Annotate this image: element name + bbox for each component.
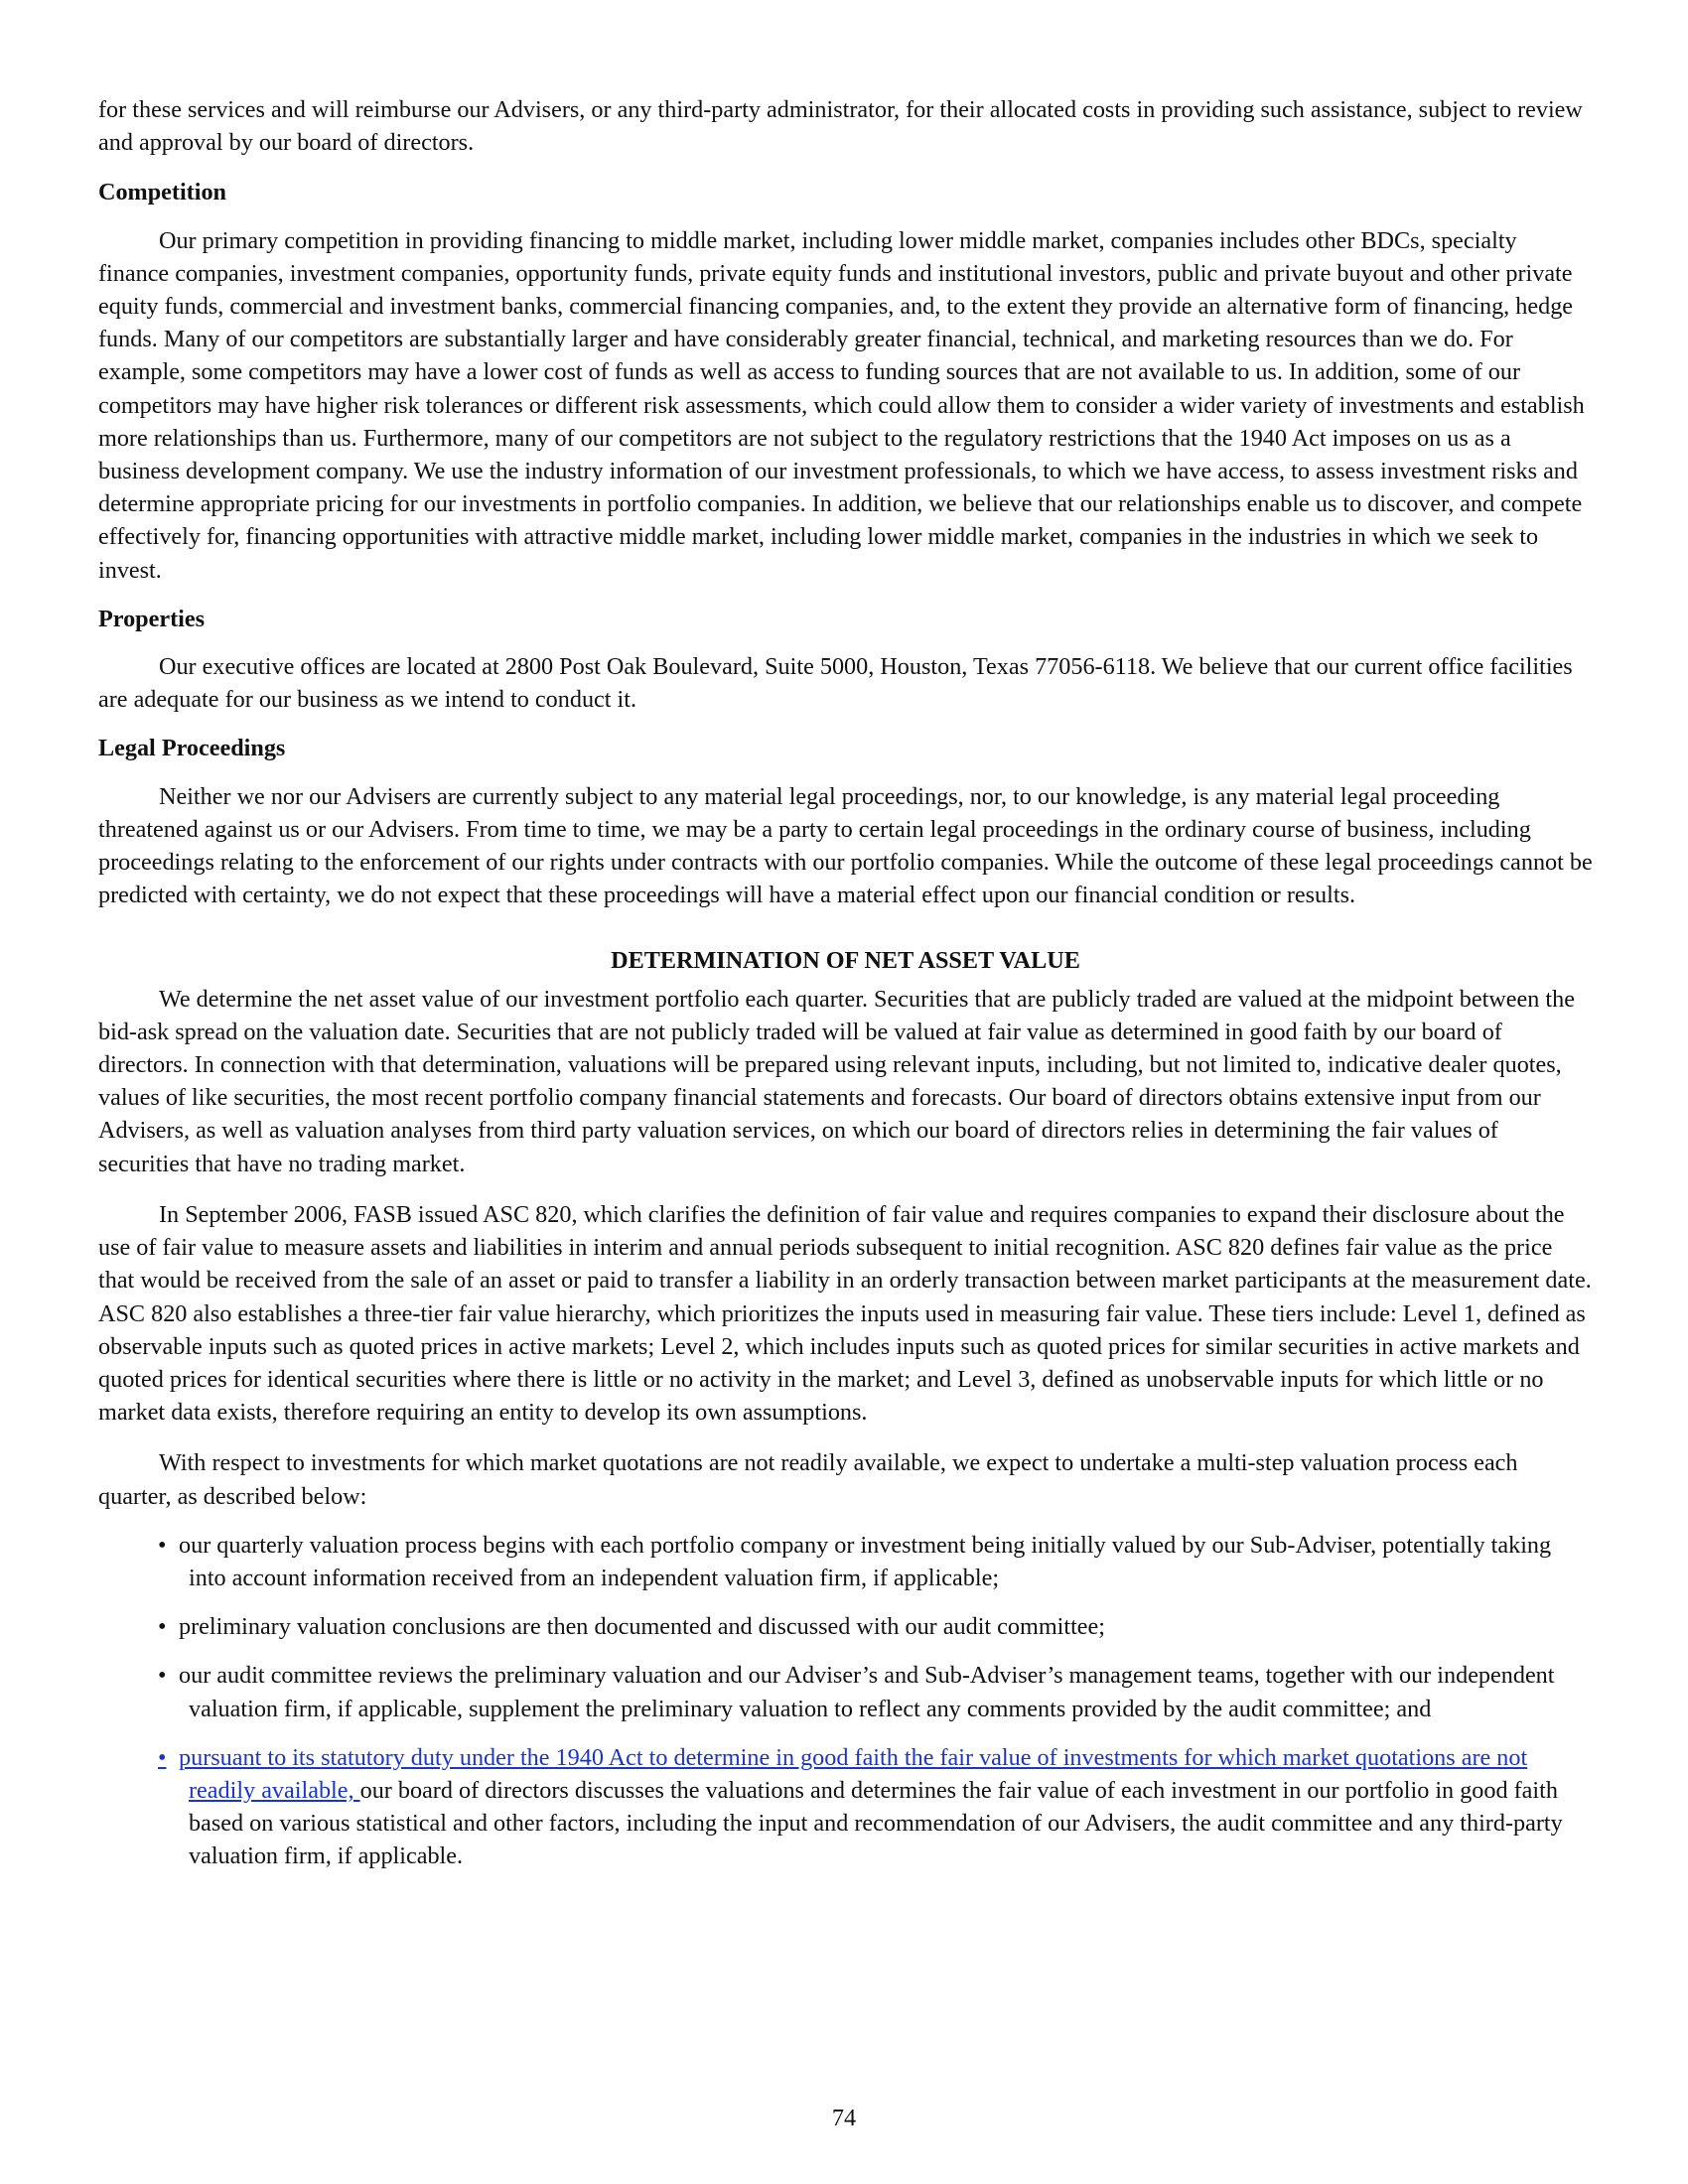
list-item-text: our audit committee reviews the preliminary valuation and our Adviser’s and Sub-Adviser’s management teams, together with our independent valuation firm, if applicable, supplement the preliminary valuation to reflect any comments provided by the audit committee; and [179, 1662, 1555, 1722]
legal-proceedings-paragraph: Neither we nor our Advisers are currently subject to any material legal proceedings, nor, to our knowledge, is any material legal proceeding threatened against us or our Advisers. From time to time, we may be a party to certain legal proceedings in the ordinary course of business, including proceedings relating to the enforcement of our rights under contracts with our portfolio companies. While the outcome of these legal proceedings cannot be predicted with certainty, we do not expect that these proceedings will have a material effect upon our financial condition or results. [98, 782, 1593, 909]
bullet-icon: • [158, 1613, 167, 1641]
page-number: 74 [831, 2105, 857, 2131]
legal-proceedings-heading: Legal Proceedings [98, 735, 286, 762]
valuation-steps-list [98, 1529, 1593, 1873]
list-item [98, 1659, 1593, 1724]
bullet-icon: • [158, 1743, 167, 1771]
net-asset-value-paragraph-3: With respect to investments for which market quotations are not readily available, we expect to undertake a multi-step valuation process each quarter, as described below: [98, 1449, 1518, 1510]
list-item-text: our board of directors discusses the valuations and determines the fair value of each investment in our portfolio in good faith based on various statistical and other factors, including the input and recommendation of our Advisers, the audit committee and any third-party valuation firm, if applicable. [189, 1776, 1563, 1870]
list-item [98, 1529, 1593, 1594]
net-asset-value-title: DETERMINATION OF NET ASSET VALUE [611, 947, 1080, 975]
competition-paragraph: Our primary competition in providing financing to middle market, including lower middle market, companies includes other BDCs, specialty finance companies, investment companies, opportunity funds, private equity funds and institutional investors, public and private buyout and other private equity funds, commercial and investment banks, commercial financing companies, and, to the extent they provide an alternative form of financing, hedge funds. Many of our competitors are substantially larger and have considerably greater financial, technical, and marketing resources than we do. For example, some competitors may have a lower cost of funds as well as access to funding sources that are not available to us. In addition, some of our competitors may have higher risk tolerances or different risk assessments, which could allow them to consider a wider variety of investments and establish more relationships than us. Furthermore, many of our competitors are not subject to the regulatory restrictions that the 1940 Act imposes on us as a business development company. We use the industry information of our investment professionals, to which we have access, to assess investment risks and determine appropriate pricing for our investments in portfolio companies. In addition, we believe that our relationships enable us to discover, and compete effectively for, financing opportunities with attractive middle market, including lower middle market, companies in the industries in which we seek to invest. [98, 226, 1585, 584]
properties-heading: Properties [98, 605, 206, 632]
document-page [98, 93, 1593, 1873]
list-item [98, 1741, 1593, 1873]
net-asset-value-paragraph-2: In September 2006, FASB issued ASC 820, which clarifies the definition of fair value and requires companies to expand their disclosure about the use of fair value to measure assets and liabilities in interim and annual periods subsequent to initial recognition. ASC 820 defines fair value as the price that would be received from the sale of an asset or paid to transfer a liability in an orderly transaction between market participants at the measurement date. ASC 820 also establishes a three-tier fair value hierarchy, which prioritizes the inputs used in measuring fair value. These tiers include: Level 1, defined as observable inputs such as quoted prices in active markets; Level 2, which includes inputs such as quoted prices for similar securities in active markets and quoted prices for identical securities where there is little or no activity in the market; and Level 3, defined as unobservable inputs for which little or no market data exists, therefore requiring an entity to develop its own assumptions. [98, 1200, 1592, 1427]
bullet-icon: • [158, 1662, 167, 1690]
list-item-text: preliminary valuation conclusions are then documented and discussed with our audit committee; [179, 1613, 1105, 1641]
list-item [98, 1610, 1593, 1643]
list-item-text: our quarterly valuation process begins with each portfolio company or investment being initially valued by our Sub-Adviser, potentially taking into account information received from an independent valuation firm, if applicable; [179, 1531, 1552, 1591]
statutory-duty-link[interactable]: pursuant to its statutory duty under the 1940 Act to determine in good faith the fair value of investments for which market quotations are not readily available, [179, 1743, 1528, 1804]
bullet-icon: • [158, 1531, 167, 1559]
intro-continuation: for these services and will reimburse our Advisers, or any third-party administrator, for their allocated costs in providing such assistance, subject to review and approval by our board of directors. [98, 96, 1583, 157]
competition-heading: Competition [98, 179, 226, 206]
net-asset-value-paragraph-1: We determine the net asset value of our investment portfolio each quarter. Securities that are publicly traded are valued at the midpoint between the bid-ask spread on the valuation date. Securities that are not publicly traded will be valued at fair value as determined in good faith by our board of directors. In connection with that determination, valuations will be prepared using relevant inputs, including, but not limited to, indicative dealer quotes, values of like securities, the most recent portfolio company financial statements and forecasts. Our board of directors obtains extensive input from our Advisers, as well as valuation analyses from third party valuation services, on which our board of directors relies in determining the fair values of securities that have no trading market. [98, 985, 1575, 1177]
properties-paragraph: Our executive offices are located at 2800 Post Oak Boulevard, Suite 5000, Houston, Texas 77056-6118. We believe that our current office facilities are adequate for our business as we intend to conduct it. [98, 653, 1573, 714]
